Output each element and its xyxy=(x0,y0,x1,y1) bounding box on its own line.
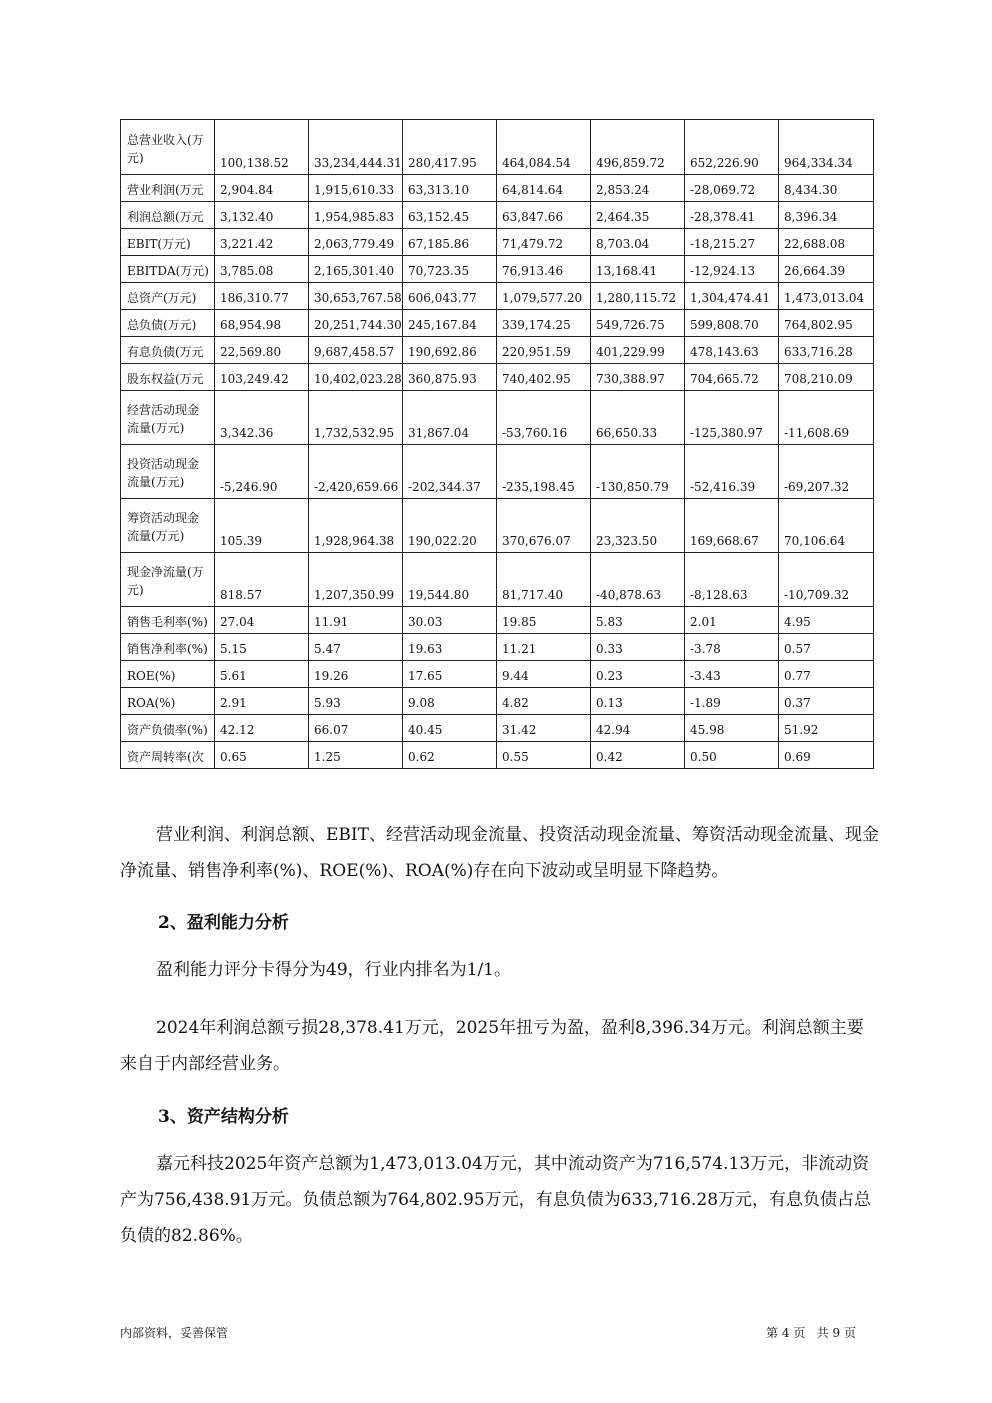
footer-confidential-note: 内部资料，妥善保管 xyxy=(120,1326,229,1340)
table-cell: 0.57 xyxy=(779,634,874,661)
table-cell: 1,079,577.20 xyxy=(497,283,591,310)
table-cell: 103,249.42 xyxy=(215,364,309,391)
table-cell: -3.78 xyxy=(685,634,779,661)
table-cell: 0.33 xyxy=(591,634,685,661)
footer-page-number: 第 4 页 共 9 页 xyxy=(766,1326,856,1340)
table-cell: 76,913.46 xyxy=(497,256,591,283)
table-row xyxy=(121,634,874,661)
row-label: 销售毛利率(%) xyxy=(121,607,215,634)
table-cell: 0.23 xyxy=(591,661,685,688)
table-cell: -53,760.16 xyxy=(497,391,591,445)
table-cell: 245,167.84 xyxy=(403,310,497,337)
table-cell: 818.57 xyxy=(215,553,309,607)
financial-indicator-table xyxy=(120,119,874,769)
table-cell: 68,954.98 xyxy=(215,310,309,337)
table-cell: 19.26 xyxy=(309,661,403,688)
table-cell: 22,569.80 xyxy=(215,337,309,364)
row-label: ROE(%) xyxy=(121,661,215,688)
row-label: 销售净利率(%) xyxy=(121,634,215,661)
table-cell: 4.95 xyxy=(779,607,874,634)
table-cell: 100,138.52 xyxy=(215,120,309,175)
table-cell: -40,878.63 xyxy=(591,553,685,607)
table-cell: -28,378.41 xyxy=(685,202,779,229)
table-cell: 0.77 xyxy=(779,661,874,688)
table-cell: 8,703.04 xyxy=(591,229,685,256)
table-cell: 3,342.36 xyxy=(215,391,309,445)
table-cell: 1.25 xyxy=(309,742,403,769)
table-cell: 71,479.72 xyxy=(497,229,591,256)
table-cell: 606,043.77 xyxy=(403,283,497,310)
section-3-heading: 3、资产结构分析 xyxy=(158,1107,289,1127)
asset-structure-text: 嘉元科技2025年资产总额为1,473,013.04万元，其中流动资产为716,574.13万元，非流动资产为756,438.91万元。负债总额为764,802.95万元，有息负债为633,716.28万元，有息负债占总负债的82.86%。 xyxy=(120,1154,872,1246)
table-cell: -8,128.63 xyxy=(685,553,779,607)
table-cell: 1,207,350.99 xyxy=(309,553,403,607)
table-cell: 45.98 xyxy=(685,715,779,742)
table-row xyxy=(121,661,874,688)
row-label: 总资产(万元) xyxy=(121,283,215,310)
table-cell: 0.42 xyxy=(591,742,685,769)
table-cell: 31.42 xyxy=(497,715,591,742)
table-cell: 220,951.59 xyxy=(497,337,591,364)
table-cell: 66.07 xyxy=(309,715,403,742)
table-cell: 190,022.20 xyxy=(403,499,497,553)
table-row xyxy=(121,120,874,175)
table-cell: 0.50 xyxy=(685,742,779,769)
table-cell: 478,143.63 xyxy=(685,337,779,364)
table-cell: 3,785.08 xyxy=(215,256,309,283)
table-cell: 339,174.25 xyxy=(497,310,591,337)
table-cell: 67,185.86 xyxy=(403,229,497,256)
table-row xyxy=(121,337,874,364)
table-cell: 8,434.30 xyxy=(779,175,874,202)
table-cell: 2,464.35 xyxy=(591,202,685,229)
table-cell: -5,246.90 xyxy=(215,445,309,499)
table-cell: -3.43 xyxy=(685,661,779,688)
table-row xyxy=(121,688,874,715)
table-body xyxy=(121,120,874,769)
table-cell: 704,665.72 xyxy=(685,364,779,391)
table-cell: 2,165,301.40 xyxy=(309,256,403,283)
table-cell: 2,853.24 xyxy=(591,175,685,202)
row-label: ROA(%) xyxy=(121,688,215,715)
table-row xyxy=(121,256,874,283)
table-cell: 27.04 xyxy=(215,607,309,634)
table-cell: 1,732,532.95 xyxy=(309,391,403,445)
table-row xyxy=(121,553,874,607)
table-cell: 81,717.40 xyxy=(497,553,591,607)
table-cell: 22,688.08 xyxy=(779,229,874,256)
table-row xyxy=(121,742,874,769)
table-cell: -52,416.39 xyxy=(685,445,779,499)
table-cell: 964,334.34 xyxy=(779,120,874,175)
table-cell: 360,875.93 xyxy=(403,364,497,391)
table-cell: 4.82 xyxy=(497,688,591,715)
table-row xyxy=(121,283,874,310)
row-label: 资产周转率(次 xyxy=(121,742,215,769)
table-cell: 5.61 xyxy=(215,661,309,688)
table-cell: 1,954,985.83 xyxy=(309,202,403,229)
table-cell: 30,653,767.58 xyxy=(309,283,403,310)
table-cell: -202,344.37 xyxy=(403,445,497,499)
table-cell: 105.39 xyxy=(215,499,309,553)
table-cell: 19.63 xyxy=(403,634,497,661)
row-label: 营业利润(万元 xyxy=(121,175,215,202)
table-row xyxy=(121,445,874,499)
table-cell: 708,210.09 xyxy=(779,364,874,391)
table-cell: 633,716.28 xyxy=(779,337,874,364)
table-cell: 63,847.66 xyxy=(497,202,591,229)
table-row xyxy=(121,310,874,337)
table-cell: 1,915,610.33 xyxy=(309,175,403,202)
table-cell: -2,420,659.66 xyxy=(309,445,403,499)
row-label: 资产负债率(%) xyxy=(121,715,215,742)
table-cell: 10,402,023.28 xyxy=(309,364,403,391)
table-cell: -1.89 xyxy=(685,688,779,715)
row-label: EBITDA(万元) xyxy=(121,256,215,283)
table-cell: 11.21 xyxy=(497,634,591,661)
table-cell: -11,608.69 xyxy=(779,391,874,445)
table-cell: 70,723.35 xyxy=(403,256,497,283)
table-cell: -235,198.45 xyxy=(497,445,591,499)
table-cell: 280,417.95 xyxy=(403,120,497,175)
table-cell: 13,168.41 xyxy=(591,256,685,283)
table-cell: 26,664.39 xyxy=(779,256,874,283)
row-label: 投资活动现金流量(万元) xyxy=(121,445,215,499)
table-cell: 42.12 xyxy=(215,715,309,742)
table-cell: 63,152.45 xyxy=(403,202,497,229)
table-cell: 33,234,444.31 xyxy=(309,120,403,175)
table-cell: 11.91 xyxy=(309,607,403,634)
table-cell: 42.94 xyxy=(591,715,685,742)
table-cell: 740,402.95 xyxy=(497,364,591,391)
row-label: EBIT(万元) xyxy=(121,229,215,256)
table-cell: 0.65 xyxy=(215,742,309,769)
table-row xyxy=(121,229,874,256)
table-cell: 63,313.10 xyxy=(403,175,497,202)
table-cell: 23,323.50 xyxy=(591,499,685,553)
table-cell: -69,207.32 xyxy=(779,445,874,499)
table-cell: -130,850.79 xyxy=(591,445,685,499)
table-cell: -125,380.97 xyxy=(685,391,779,445)
table-cell: 3,221.42 xyxy=(215,229,309,256)
table-cell: 20,251,744.30 xyxy=(309,310,403,337)
profit-summary-text: 2024年利润总额亏损28,378.41万元，2025年扭亏为盈，盈利8,396.34万元。利润总额主要来自于内部经营业务。 xyxy=(120,1018,864,1074)
row-label: 经营活动现金流量(万元) xyxy=(121,391,215,445)
table-cell: 730,388.97 xyxy=(591,364,685,391)
table-cell: 5.47 xyxy=(309,634,403,661)
table-cell: 9.44 xyxy=(497,661,591,688)
table-cell: 5.83 xyxy=(591,607,685,634)
table-cell: -12,924.13 xyxy=(685,256,779,283)
table-cell: 464,084.54 xyxy=(497,120,591,175)
table-row xyxy=(121,364,874,391)
row-label: 股东权益(万元 xyxy=(121,364,215,391)
row-label: 总营业收入(万元) xyxy=(121,120,215,175)
table-cell: 401,229.99 xyxy=(591,337,685,364)
table-cell: 0.69 xyxy=(779,742,874,769)
table-row xyxy=(121,391,874,445)
trend-paragraph: 营业利润、利润总额、EBIT、经营活动现金流量、投资活动现金流量、筹资活动现金流量、现金净流量、销售净利率(%)、ROE(%)、ROA(%)存在向下波动或呈明显下降趋势。 xyxy=(120,825,879,881)
table-cell: 186,310.77 xyxy=(215,283,309,310)
table-cell: 17.65 xyxy=(403,661,497,688)
table-cell: 496,859.72 xyxy=(591,120,685,175)
table-cell: 1,280,115.72 xyxy=(591,283,685,310)
table-cell: 19.85 xyxy=(497,607,591,634)
table-cell: 70,106.64 xyxy=(779,499,874,553)
table-cell: 31,867.04 xyxy=(403,391,497,445)
table-cell: 2.01 xyxy=(685,607,779,634)
table-cell: 764,802.95 xyxy=(779,310,874,337)
table-cell: 549,726.75 xyxy=(591,310,685,337)
table-cell: 64,814.64 xyxy=(497,175,591,202)
table-row xyxy=(121,607,874,634)
table-row xyxy=(121,175,874,202)
section-2-heading: 2、盈利能力分析 xyxy=(158,913,289,933)
table-cell: 0.37 xyxy=(779,688,874,715)
table-cell: -10,709.32 xyxy=(779,553,874,607)
table-cell: 19,544.80 xyxy=(403,553,497,607)
table-cell: 3,132.40 xyxy=(215,202,309,229)
table-cell: 652,226.90 xyxy=(685,120,779,175)
table-cell: 190,692.86 xyxy=(403,337,497,364)
row-label: 筹资活动现金流量(万元) xyxy=(121,499,215,553)
table-row xyxy=(121,499,874,553)
table-cell: 5.15 xyxy=(215,634,309,661)
row-label: 总负债(万元) xyxy=(121,310,215,337)
table-cell: 51.92 xyxy=(779,715,874,742)
table-cell: 599,808.70 xyxy=(685,310,779,337)
row-label: 利润总额(万元 xyxy=(121,202,215,229)
table-cell: 2,904.84 xyxy=(215,175,309,202)
table-cell: 1,473,013.04 xyxy=(779,283,874,310)
table-cell: 66,650.33 xyxy=(591,391,685,445)
table-cell: 9.08 xyxy=(403,688,497,715)
table-cell: -28,069.72 xyxy=(685,175,779,202)
table-cell: 370,676.07 xyxy=(497,499,591,553)
table-cell: -18,215.27 xyxy=(685,229,779,256)
table-row xyxy=(121,715,874,742)
profitability-score-text: 盈利能力评分卡得分为49，行业内排名为1/1。 xyxy=(156,960,511,980)
table-cell: 2,063,779.49 xyxy=(309,229,403,256)
table-cell: 1,928,964.38 xyxy=(309,499,403,553)
table-cell: 8,396.34 xyxy=(779,202,874,229)
table-cell: 0.62 xyxy=(403,742,497,769)
table-cell: 9,687,458.57 xyxy=(309,337,403,364)
table-cell: 5.93 xyxy=(309,688,403,715)
table-cell: 0.55 xyxy=(497,742,591,769)
row-label: 有息负债(万元 xyxy=(121,337,215,364)
row-label: 现金净流量(万元) xyxy=(121,553,215,607)
table-cell: 1,304,474.41 xyxy=(685,283,779,310)
table-cell: 40.45 xyxy=(403,715,497,742)
table-row xyxy=(121,202,874,229)
table-cell: 169,668.67 xyxy=(685,499,779,553)
table-cell: 0.13 xyxy=(591,688,685,715)
table-cell: 30.03 xyxy=(403,607,497,634)
table-cell: 2.91 xyxy=(215,688,309,715)
